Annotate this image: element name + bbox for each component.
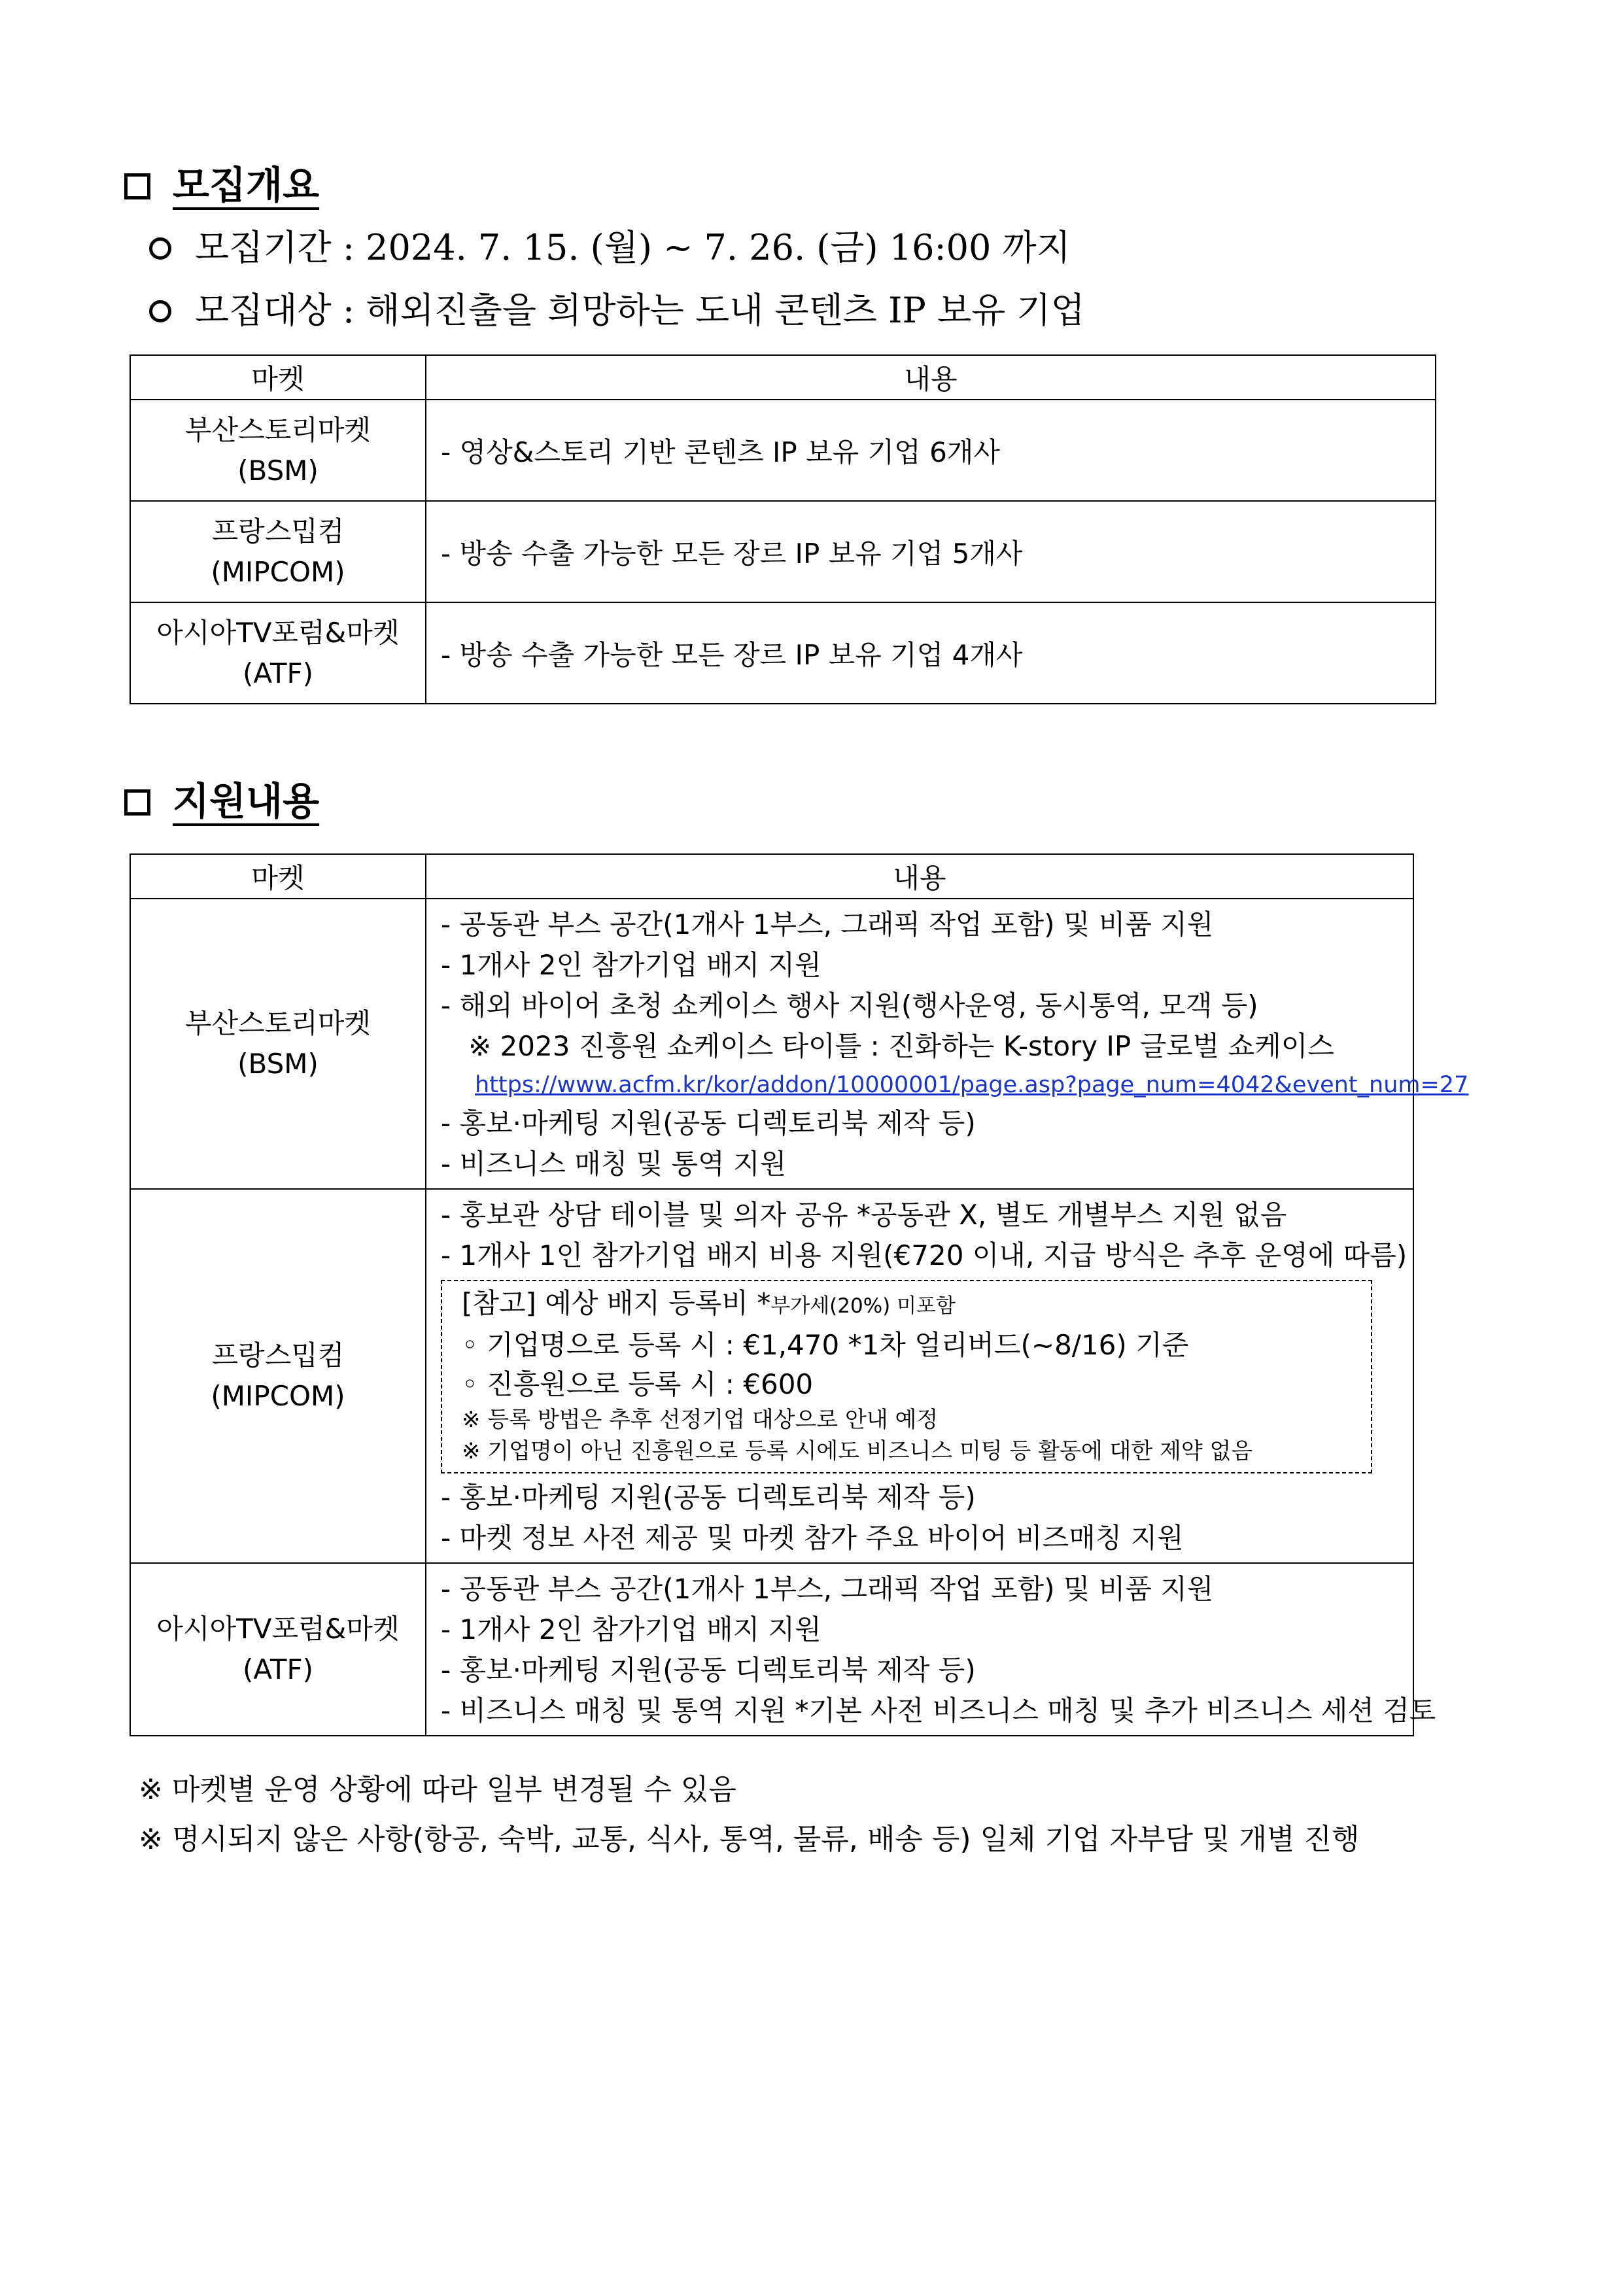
recruitment-table: [130, 354, 1436, 704]
table-row-bsm: [130, 899, 1413, 1189]
content-line: - 1개사 1인 참가기업 배지 비용 지원(€720 이내, 지급 방식은 추후 운영에 따름): [441, 1239, 1408, 1271]
table-row: [130, 400, 1436, 501]
market-cell: [130, 602, 426, 704]
content-cell: [426, 1189, 1413, 1563]
circle-bullet-icon: [149, 300, 171, 322]
section-title-support: [124, 770, 319, 825]
content-cell: - 영상&스토리 기반 콘텐츠 IP 보유 기업 6개사: [426, 400, 1436, 501]
market-abbr: (MIPCOM): [211, 1380, 345, 1412]
market-cell: [130, 899, 426, 1189]
content-line: - 홍보·마케팅 지원(공동 디렉토리북 제작 등): [441, 1654, 976, 1686]
table-header-row: [130, 355, 1436, 400]
footnote: ※ 명시되지 않은 사항(항공, 숙박, 교통, 식사, 통역, 물류, 배송 등) 일체 기업 자부담 및 개별 진행: [139, 1823, 1360, 1856]
market-name: 아시아TV포럼&마켓: [156, 616, 400, 649]
reference-note: ※ 등록 방법은 추후 선정기업 대상으로 안내 예정: [462, 1407, 939, 1433]
reference-title-text: [참고] 예상 배지 등록비 *: [462, 1287, 771, 1319]
bullet-recruitment-target: [149, 283, 1085, 333]
bullet-text: 모집기간 : 2024. 7. 15. (월) ~ 7. 26. (금) 16:00 까지: [195, 227, 1071, 268]
table-row: [130, 602, 1436, 704]
checkbox-square-icon: [124, 789, 150, 816]
header-market: 마켓: [130, 355, 426, 400]
header-content: 내용: [426, 854, 1413, 899]
content-cell: [426, 1563, 1436, 1736]
table-row: [130, 501, 1436, 602]
support-table: [130, 853, 1469, 1736]
content-cell: [426, 899, 1469, 1189]
content-cell: - 방송 수출 가능한 모든 장르 IP 보유 기업 5개사: [426, 501, 1436, 602]
market-abbr: (BSM): [237, 454, 319, 487]
market-name: 부산스토리마켓: [184, 413, 371, 446]
market-cell: [130, 1189, 426, 1563]
market-cell: [130, 400, 426, 501]
content-line: - 공동관 부스 공간(1개사 1부스, 그래픽 작업 포함) 및 비품 지원: [441, 1573, 1214, 1605]
market-abbr: (ATF): [242, 1653, 314, 1685]
table-row-atf: [130, 1563, 1413, 1736]
section-title-text: 모집개요: [173, 163, 320, 207]
market-name: 프랑스밉컴: [211, 1339, 345, 1371]
showcase-note: ※ 2023 진흥원 쇼케이스 타이틀 : 진화하는 K-story IP 글로벌 쇼케이스: [468, 1030, 1334, 1062]
content-line: - 마켓 정보 사전 제공 및 마켓 참가 주요 바이어 비즈매칭 지원: [441, 1522, 1184, 1554]
bullet-recruitment-period: [149, 220, 1071, 270]
content-line: - 비즈니스 매칭 및 통역 지원 *기본 사전 비즈니스 매칭 및 추가 비즈니스 세션 검토: [441, 1695, 1436, 1727]
table-header-row: [130, 854, 1413, 899]
table-row-mipcom: [130, 1189, 1413, 1563]
reference-note: ※ 기업명이 아닌 진흥원으로 등록 시에도 비즈니스 미팅 등 활동에 대한 제약 없음: [462, 1438, 1253, 1464]
footnote: ※ 마켓별 운영 상황에 따라 일부 변경될 수 있음: [139, 1773, 736, 1806]
content-cell: - 방송 수출 가능한 모든 장르 IP 보유 기업 4개사: [426, 602, 1436, 704]
reference-box: [441, 1280, 1372, 1473]
header-market: 마켓: [130, 854, 426, 899]
content-line: - 공동관 부스 공간(1개사 1부스, 그래픽 작업 포함) 및 비품 지원: [441, 908, 1214, 940]
reference-title: [462, 1284, 1360, 1326]
content-line: - 홍보·마케팅 지원(공동 디렉토리북 제작 등): [441, 1481, 976, 1513]
reference-item: ◦ 기업명으로 등록 시 : €1,470 *1차 얼리버드(~8/16) 기준: [462, 1329, 1189, 1361]
reference-item: ◦ 진흥원으로 등록 시 : €600: [462, 1368, 814, 1400]
content-line: - 해외 바이어 초청 쇼케이스 행사 지원(행사운영, 동시통역, 모객 등): [441, 990, 1258, 1022]
market-name: 아시아TV포럼&마켓: [156, 1613, 400, 1645]
market-abbr: (MIPCOM): [211, 555, 345, 588]
content-line: - 비즈니스 매칭 및 통역 지원: [441, 1148, 787, 1180]
content-line: - 1개사 2인 참가기업 배지 지원: [441, 949, 821, 981]
section-title-text: 지원내용: [173, 779, 320, 823]
market-name: 부산스토리마켓: [184, 1007, 371, 1039]
market-name: 프랑스밉컴: [211, 515, 345, 547]
showcase-link[interactable]: https://www.acfm.kr/kor/addon/10000001/page.asp?page_num=4042&event_num=27: [475, 1072, 1469, 1098]
section-title-recruitment: [124, 154, 319, 209]
market-cell: [130, 501, 426, 602]
reference-vat-note: 부가세(20%) 미포함: [770, 1294, 956, 1318]
content-line: - 홍보·마케팅 지원(공동 디렉토리북 제작 등): [441, 1107, 976, 1139]
content-line: - 1개사 2인 참가기업 배지 지원: [441, 1613, 821, 1645]
header-content: 내용: [426, 355, 1436, 400]
circle-bullet-icon: [149, 237, 171, 260]
market-abbr: (BSM): [237, 1048, 319, 1080]
content-line: - 홍보관 상담 테이블 및 의자 공유 *공동관 X, 별도 개별부스 지원 없음: [441, 1199, 1287, 1231]
checkbox-square-icon: [124, 173, 150, 199]
bullet-text: 모집대상 : 해외진출을 희망하는 도내 콘텐츠 IP 보유 기업: [195, 290, 1085, 331]
market-cell: [130, 1563, 426, 1736]
market-abbr: (ATF): [242, 657, 314, 689]
